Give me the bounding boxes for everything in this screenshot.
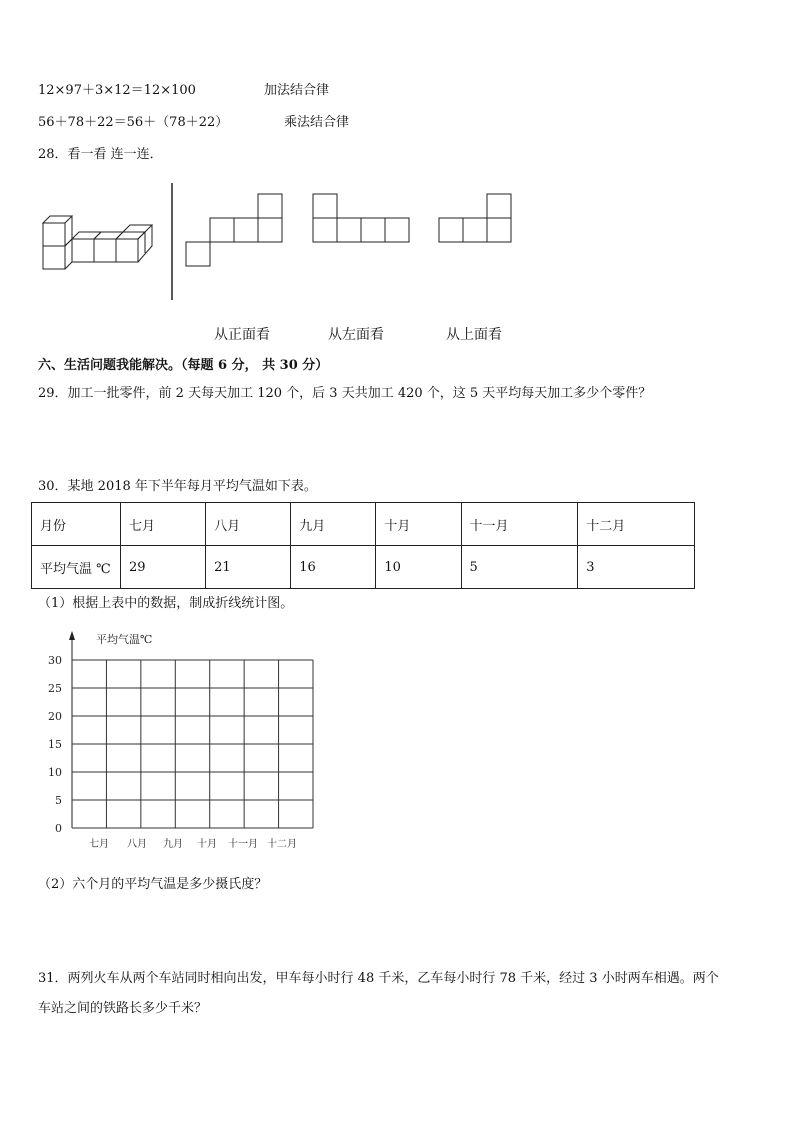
y-tick-label: 5 [55, 794, 62, 807]
section-6-title: 六、生活问题我能解决。（每题 6 分， 共 30 分） [38, 358, 329, 373]
y-axis-arrow [69, 631, 75, 640]
y-tick-label: 15 [48, 738, 62, 751]
temperature-line-chart [0, 620, 340, 860]
question-30-part-2: （2）六个月的平均气温是多少摄氏度？ [38, 877, 268, 892]
x-tick-label: 八月 [127, 839, 147, 850]
temperature-table [31, 502, 695, 589]
question-30-part-1: （1）根据上表中的数据，制成折线统计图。 [38, 596, 294, 611]
y-tick-label: 10 [48, 766, 62, 779]
y-tick-label: 25 [48, 682, 62, 695]
table-cell: 九月 [291, 503, 376, 546]
y-tick-label: 0 [55, 822, 62, 835]
table-row [32, 546, 695, 589]
y-tick-label: 20 [48, 710, 62, 723]
x-tick-label: 十月 [197, 839, 217, 850]
cube-figures [0, 0, 794, 320]
equation-2: 56＋78＋22＝56＋（78＋22） [38, 115, 229, 130]
question-30-title: 30．某地 2018 年下半年每月平均气温如下表。 [38, 479, 317, 494]
x-tick-label: 七月 [89, 839, 109, 850]
y-tick-label: 30 [48, 654, 62, 667]
question-29: 29．加工一批零件，前 2 天每天加工 120 个，后 3 天共加工 420 个，这 5 天平均每天加工多少个零件？ [38, 386, 652, 401]
table-cell: 5 [461, 546, 578, 589]
view-shape-3 [439, 194, 511, 242]
question-31-line-1: 31．两列火车从两个车站同时相向出发，甲车每小时行 48 千米，乙车每小时行 78 千米，经过 3 小时两车相遇。两个 [38, 971, 719, 986]
view-label-top: 从上面看 [446, 327, 502, 343]
view-shape-2 [313, 194, 409, 242]
table-cell: 16 [291, 546, 376, 589]
table-cell: 十月 [376, 503, 461, 546]
x-tick-label: 九月 [163, 839, 183, 850]
table-cell: 21 [206, 546, 291, 589]
view-label-left: 从左面看 [328, 327, 384, 343]
table-header-temp: 平均气温 ℃ [32, 546, 121, 589]
table-cell: 十一月 [461, 503, 578, 546]
question-28-title: 28．看一看 连一连． [38, 147, 163, 162]
table-cell: 十二月 [578, 503, 695, 546]
table-row [32, 503, 695, 546]
y-axis-label: 平均气温℃ [96, 633, 153, 646]
equation-1: 12×97＋3×12＝12×100 [38, 83, 196, 98]
table-cell: 29 [121, 546, 206, 589]
law-label-2: 乘法结合律 [284, 115, 350, 130]
cube-block-3d [43, 216, 152, 269]
law-label-1: 加法结合律 [264, 83, 330, 98]
x-tick-label: 十一月 [228, 839, 258, 850]
table-cell: 3 [578, 546, 695, 589]
question-31-line-2: 车站之间的铁路长多少千米？ [38, 1001, 208, 1016]
table-cell: 七月 [121, 503, 206, 546]
table-header-month: 月份 [32, 503, 121, 546]
view-shape-1 [186, 194, 282, 266]
view-label-front: 从正面看 [214, 327, 270, 343]
x-tick-label: 十二月 [267, 839, 297, 850]
table-cell: 10 [376, 546, 461, 589]
table-cell: 八月 [206, 503, 291, 546]
